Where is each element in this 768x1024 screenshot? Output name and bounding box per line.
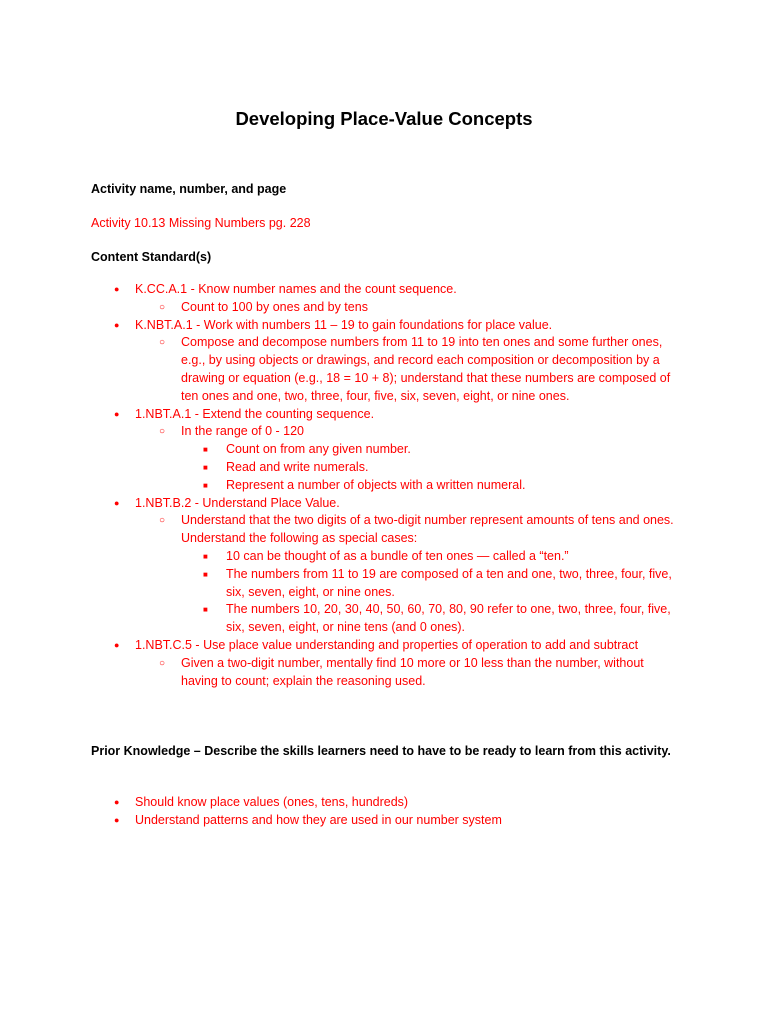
bullet-icon: ● [114,408,120,419]
standard-subtext: Understand that the two digits of a two-digit number represent amounts of tens and ones. Understand the following as special cases: [181,513,674,546]
standard-detail: Read and write numerals. [226,459,369,474]
circle-bullet-icon: ○ [159,515,166,527]
list-item [0,441,768,459]
square-bullet-icon: ■ [203,480,208,490]
list-item [0,477,768,495]
circle-bullet-icon: ○ [159,301,166,313]
standard-text: K.NBT.A.1 - Work with numbers 11 – 19 to gain foundations for place value. [135,317,553,332]
bullet-icon: ● [114,797,120,807]
standard-subtext: In the range of 0 - 120 [181,424,305,439]
standard-text: 1.NBT.C.5 - Use place value understanding and properties of operation to add and subtract [135,637,639,652]
activity-heading: Activity name, number, and page [91,182,287,196]
standard-detail: The numbers from 11 to 19 are composed of a ten and one, two, three, four, five, six, seven, eight, or nine ones. [226,566,672,599]
list-item [0,548,768,566]
standard-detail: Represent a number of objects with a written numeral. [226,477,526,492]
content-standards-heading: Content Standard(s) [91,250,212,264]
standard-detail: The numbers 10, 20, 30, 40, 50, 60, 70, 80, 90 refer to one, two, three, four, five, six, seven, eight, or nine tens (and 0 ones). [226,602,671,635]
list-item [0,317,768,335]
list-item [0,566,768,602]
standard-subtext: Compose and decompose numbers from 11 to 19 into ten ones and some further ones, e.g., by using objects or drawings, and record each composition or decomposition by a drawing or equation (e.g., 18 = 10 + 8); understand that these numbers are composed of ten ones and one, two, three, four, five, six, seven, eight, or nine ones. [181,335,671,403]
list-item [0,281,768,299]
list-item [0,299,768,317]
bullet-icon: ● [114,284,120,294]
circle-bullet-icon: ○ [159,426,166,438]
square-bullet-icon: ■ [203,569,208,579]
standard-text: K.CC.A.1 - Know number names and the count sequence. [135,282,457,296]
list-item [0,495,768,513]
list-item [0,794,768,812]
prior-knowledge-text: Understand patterns and how they are used in our number system [135,812,502,827]
standard-subtext: Given a two-digit number, mentally find 10 more or 10 less than the number, without having to count; explain the reasoning used. [181,655,644,688]
circle-bullet-icon: ○ [159,337,166,349]
prior-knowledge-text: Should know place values (ones, tens, hundreds) [135,795,409,809]
bullet-icon: ● [114,814,120,825]
list-item [0,512,768,548]
list-item [0,637,768,655]
list-item [0,601,768,637]
page-title: Developing Place-Value Concepts [235,108,533,129]
bullet-icon: ● [114,319,120,330]
circle-bullet-icon: ○ [159,657,166,669]
standard-text: 1.NBT.A.1 - Extend the counting sequence. [135,406,375,421]
standard-detail: Count on from any given number. [226,442,411,457]
square-bullet-icon: ■ [203,605,208,615]
standard-subtext: Count to 100 by ones and by tens [181,299,368,314]
standard-text: 1.NBT.B.2 - Understand Place Value. [135,495,340,510]
activity-value: Activity 10.13 Missing Numbers pg. 228 [91,216,311,230]
list-item [0,812,768,830]
bullet-icon: ● [114,639,120,650]
list-item [0,423,768,441]
bullet-icon: ● [114,497,120,508]
standard-detail: 10 can be thought of as a bundle of ten ones — called a “ten.” [226,548,569,563]
list-item [0,655,768,691]
square-bullet-icon: ■ [203,462,208,472]
square-bullet-icon: ■ [203,551,208,561]
square-bullet-icon: ■ [203,445,208,455]
prior-knowledge-heading: Prior Knowledge – Describe the skills learners need to have to be ready to learn from this activity. [91,744,671,758]
list-item [0,406,768,424]
content-standards-list [0,281,768,690]
list-item [0,459,768,477]
list-item [0,334,768,405]
prior-knowledge-list [0,794,768,830]
